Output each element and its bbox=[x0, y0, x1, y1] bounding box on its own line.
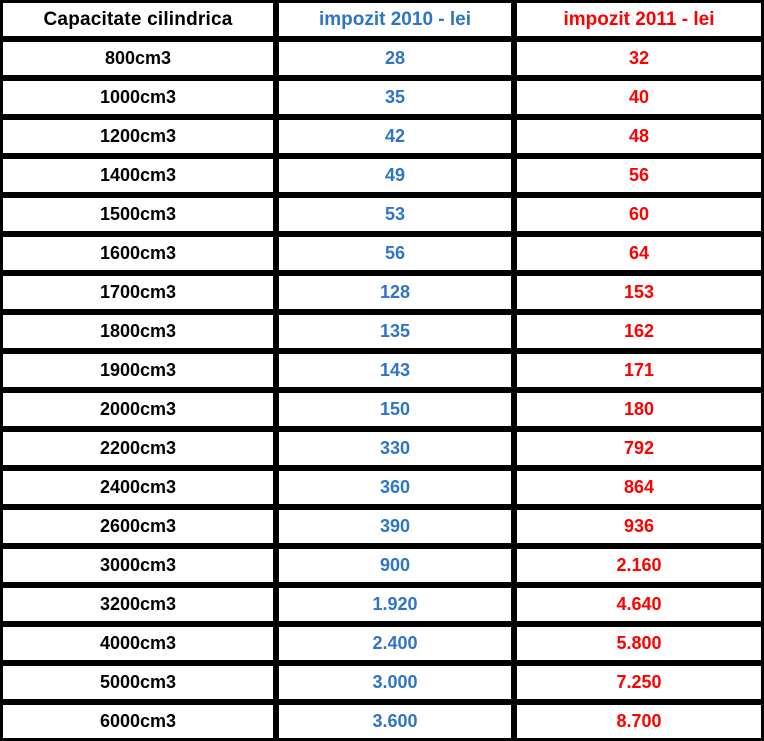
cell-tax-2010: 1.920 bbox=[276, 585, 514, 624]
cell-tax-2011: 171 bbox=[514, 351, 764, 390]
table-row bbox=[0, 663, 764, 702]
table-row bbox=[0, 117, 764, 156]
table-body bbox=[0, 39, 764, 741]
cell-capacity: 2000cm3 bbox=[0, 390, 276, 429]
cell-tax-2010: 135 bbox=[276, 312, 514, 351]
cell-capacity: 6000cm3 bbox=[0, 702, 276, 741]
cell-capacity: 5000cm3 bbox=[0, 663, 276, 702]
table-row bbox=[0, 78, 764, 117]
cell-tax-2011: 7.250 bbox=[514, 663, 764, 702]
cell-tax-2011: 8.700 bbox=[514, 702, 764, 741]
cell-tax-2010: 49 bbox=[276, 156, 514, 195]
table-row bbox=[0, 234, 764, 273]
cell-tax-2011: 64 bbox=[514, 234, 764, 273]
cell-tax-2011: 56 bbox=[514, 156, 764, 195]
cell-capacity: 2400cm3 bbox=[0, 468, 276, 507]
cell-capacity: 1000cm3 bbox=[0, 78, 276, 117]
table-row bbox=[0, 390, 764, 429]
cell-tax-2010: 53 bbox=[276, 195, 514, 234]
cell-capacity: 3000cm3 bbox=[0, 546, 276, 585]
cell-tax-2010: 2.400 bbox=[276, 624, 514, 663]
cell-tax-2011: 40 bbox=[514, 78, 764, 117]
cell-tax-2010: 360 bbox=[276, 468, 514, 507]
cell-tax-2010: 330 bbox=[276, 429, 514, 468]
cell-capacity: 1500cm3 bbox=[0, 195, 276, 234]
cell-tax-2011: 60 bbox=[514, 195, 764, 234]
cell-capacity: 1600cm3 bbox=[0, 234, 276, 273]
table-row bbox=[0, 468, 764, 507]
table-row bbox=[0, 156, 764, 195]
column-header-tax-2011: impozit 2011 - lei bbox=[514, 0, 764, 39]
cell-tax-2010: 56 bbox=[276, 234, 514, 273]
cell-tax-2011: 4.640 bbox=[514, 585, 764, 624]
column-header-capacity: Capacitate cilindrica bbox=[0, 0, 276, 39]
column-header-tax-2010: impozit 2010 - lei bbox=[276, 0, 514, 39]
table-row bbox=[0, 507, 764, 546]
table-row bbox=[0, 195, 764, 234]
cell-tax-2010: 3.600 bbox=[276, 702, 514, 741]
table-row bbox=[0, 312, 764, 351]
cell-capacity: 1900cm3 bbox=[0, 351, 276, 390]
table-header bbox=[0, 0, 764, 39]
cell-capacity: 800cm3 bbox=[0, 39, 276, 78]
table-row bbox=[0, 585, 764, 624]
cell-capacity: 3200cm3 bbox=[0, 585, 276, 624]
cell-tax-2011: 2.160 bbox=[514, 546, 764, 585]
cell-tax-2010: 143 bbox=[276, 351, 514, 390]
cell-tax-2011: 162 bbox=[514, 312, 764, 351]
cell-capacity: 1400cm3 bbox=[0, 156, 276, 195]
table-row bbox=[0, 546, 764, 585]
cell-tax-2010: 35 bbox=[276, 78, 514, 117]
cell-capacity: 1800cm3 bbox=[0, 312, 276, 351]
cell-capacity: 1200cm3 bbox=[0, 117, 276, 156]
cell-tax-2011: 32 bbox=[514, 39, 764, 78]
cell-tax-2011: 48 bbox=[514, 117, 764, 156]
cell-tax-2011: 936 bbox=[514, 507, 764, 546]
table-row bbox=[0, 624, 764, 663]
cell-tax-2010: 3.000 bbox=[276, 663, 514, 702]
cell-tax-2011: 792 bbox=[514, 429, 764, 468]
table-row bbox=[0, 351, 764, 390]
cell-tax-2010: 390 bbox=[276, 507, 514, 546]
cell-capacity: 1700cm3 bbox=[0, 273, 276, 312]
table-row bbox=[0, 429, 764, 468]
cell-tax-2010: 128 bbox=[276, 273, 514, 312]
cell-tax-2011: 864 bbox=[514, 468, 764, 507]
cell-capacity: 2600cm3 bbox=[0, 507, 276, 546]
table-header-row bbox=[0, 0, 764, 39]
cell-tax-2010: 900 bbox=[276, 546, 514, 585]
table-row bbox=[0, 702, 764, 741]
table-row bbox=[0, 39, 764, 78]
cell-tax-2011: 180 bbox=[514, 390, 764, 429]
cell-tax-2011: 153 bbox=[514, 273, 764, 312]
cell-tax-2010: 42 bbox=[276, 117, 514, 156]
cell-capacity: 4000cm3 bbox=[0, 624, 276, 663]
table-row bbox=[0, 273, 764, 312]
cell-tax-2010: 150 bbox=[276, 390, 514, 429]
cell-capacity: 2200cm3 bbox=[0, 429, 276, 468]
cell-tax-2011: 5.800 bbox=[514, 624, 764, 663]
cell-tax-2010: 28 bbox=[276, 39, 514, 78]
